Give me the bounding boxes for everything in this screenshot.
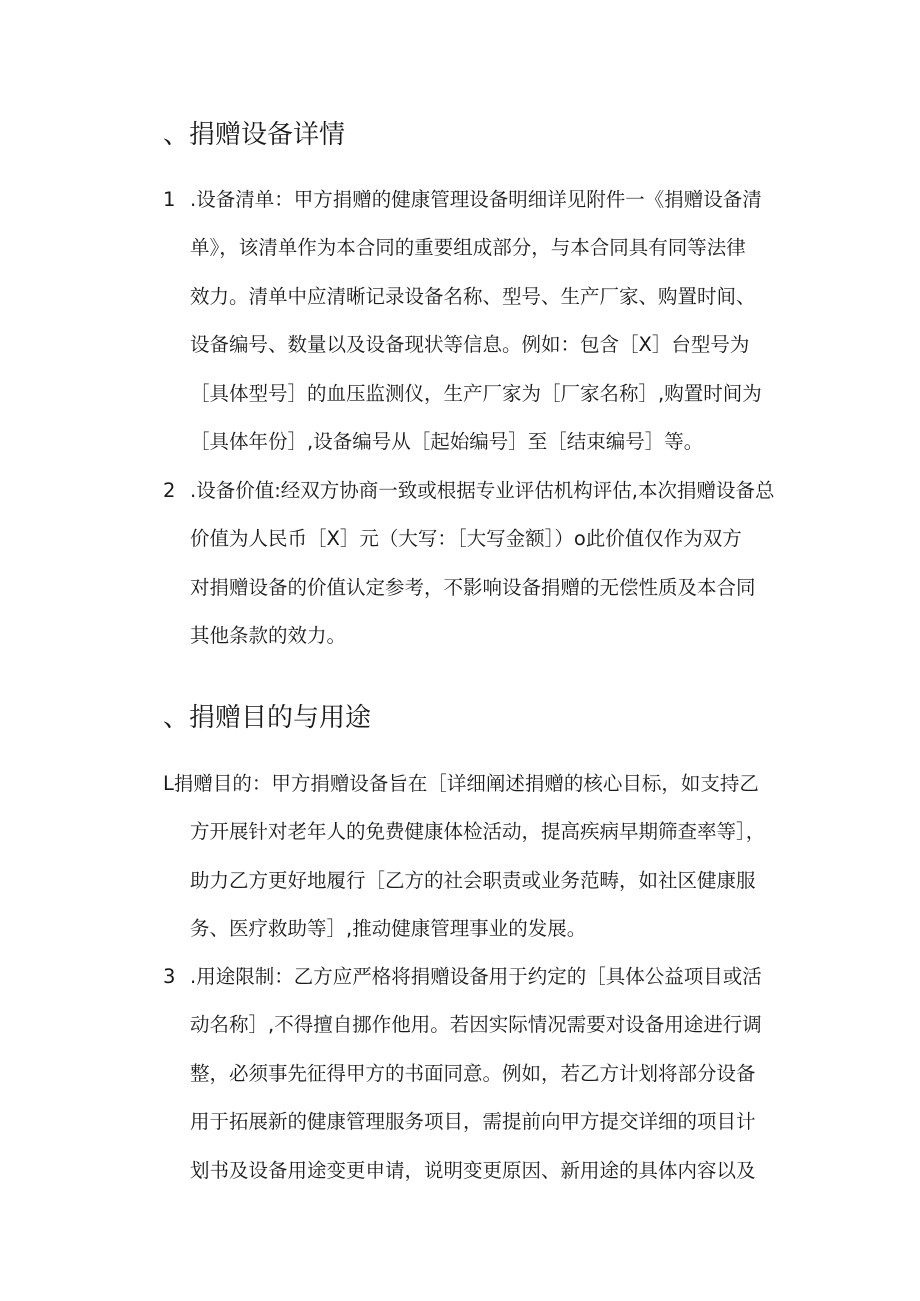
section-heading-donation-equipment-details: 、捐赠设备详情 bbox=[163, 120, 346, 150]
clause-number: 3 bbox=[163, 965, 176, 988]
clause-line: .设备清单：甲方捐赠的健康管理设备明细详见附件一《捐赠设备清 bbox=[190, 188, 762, 211]
clause-line: ［具体型号］的血压监测仪，生产厂家为［厂家名称］,购置时间为 bbox=[190, 381, 762, 405]
clause-line: 用于拓展新的健康管理服务项目，需提前向甲方提交详细的项目计 bbox=[190, 1110, 756, 1134]
clause-line: 价值为人民币［X］元（大写：［大写金额］）o此价值仅作为双方 bbox=[190, 527, 742, 551]
clause-line: L捐赠目的：甲方捐赠设备旨在［详细阐述捐赠的核心目标，如支持乙 bbox=[163, 772, 759, 795]
clause-number: 1 bbox=[163, 188, 176, 211]
section-heading-donation-purpose-and-use: 、捐赠目的与用途 bbox=[163, 703, 372, 733]
clause-line: 单》，该清单作为本合同的重要组成部分，与本合同具有同等法律 bbox=[190, 236, 746, 260]
clause-number: 2 bbox=[163, 479, 176, 502]
clause-body bbox=[163, 760, 765, 954]
clause-line: 对捐赠设备的价值认定参考，不影响设备捐赠的无偿性质及本合同 bbox=[190, 575, 756, 599]
clause-body bbox=[190, 467, 774, 661]
clause-line: 划书及设备用途变更申请，说明变更原因、新用途的具体内容以及 bbox=[190, 1158, 756, 1182]
clause-body bbox=[190, 176, 762, 466]
clause-line: 效力。清单中应清晰记录设备名称、型号、生产厂家、购置时间、 bbox=[190, 284, 756, 308]
clause-line: .用途限制：乙方应严格将捐赠设备用于约定的［具体公益项目或活 bbox=[190, 965, 762, 988]
clause-line: 务、医疗救助等］,推动健康管理事业的发展。 bbox=[190, 917, 587, 941]
clause-line: 其他条款的效力。 bbox=[190, 624, 347, 648]
clause-body bbox=[190, 953, 762, 1195]
clause-line: 助力乙方更好地履行［乙方的社会职责或业务范畴，如社区健康服 bbox=[190, 868, 756, 892]
clause-line: .设备价值:经双方协商一致或根据专业评估机构评估,本次捐赠设备总 bbox=[190, 479, 775, 502]
clause-line: 方开展针对老年人的免费健康体检活动，提高疾病早期筛查率等］， bbox=[190, 820, 766, 844]
clause-line: ［具体年份］,设备编号从［起始编号］至［结束编号］等。 bbox=[190, 429, 704, 453]
clause-line: 动名称］,不得擅自挪作他用。若因实际情况需要对设备用途进行调 bbox=[190, 1013, 762, 1037]
clause-line: 设备编号、数量以及设备现状等信息。例如：包含［X］台型号为 bbox=[190, 333, 750, 357]
clause-line: 整，必须事先征得甲方的书面同意。例如，若乙方计划将部分设备 bbox=[190, 1061, 756, 1085]
